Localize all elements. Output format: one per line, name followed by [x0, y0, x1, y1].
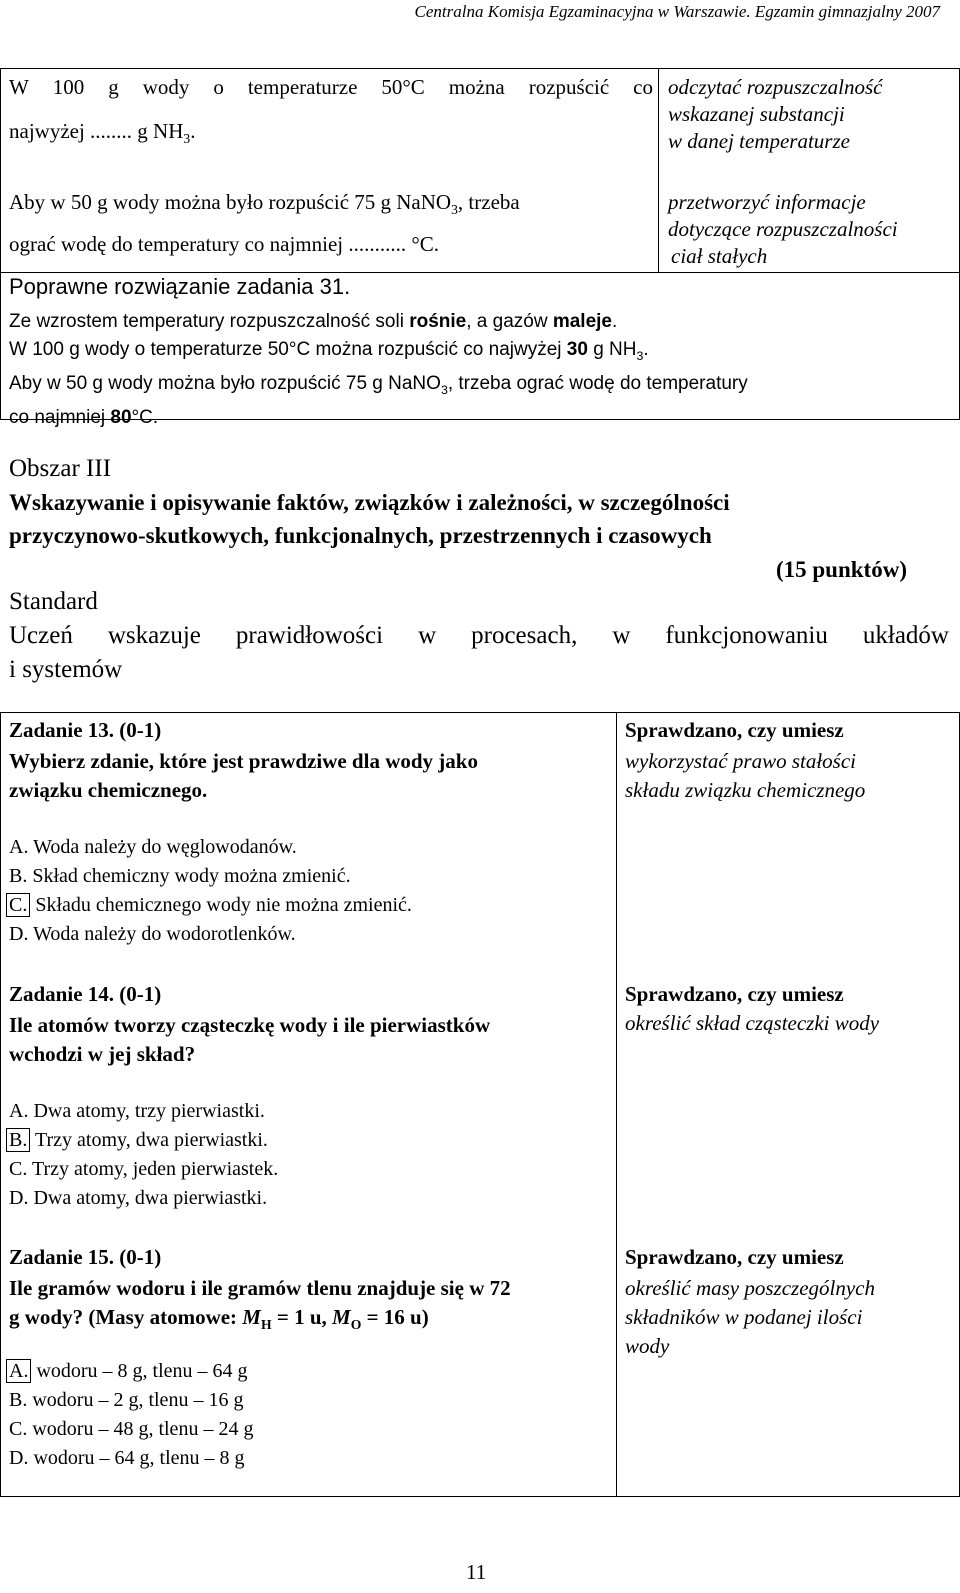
section-title: Obszar III [9, 455, 112, 482]
task-check-label: Sprawdzano, czy umiesz [625, 718, 844, 742]
task-title: Zadanie 13. (0-1) [9, 718, 162, 742]
option-d: D. Dwa atomy, dwa pierwiastki. [9, 1187, 268, 1209]
section-heading-2: przyczynowo-skutkowych, funkcjonalnych, przestrzennych i czasowych [9, 523, 712, 548]
section-points: (15 punktów) [775, 557, 907, 582]
task-skill: wykorzystać prawo stałości składu związku chemicznego [625, 749, 866, 802]
option-b: B. wodoru – 2 g, tlenu – 16 g [9, 1389, 244, 1411]
row1-line2: najwyżej ........ g $NH_3$. [9, 119, 196, 147]
row1-skill: odczytać rozpuszczalność wskazanej substancji w danej temperaturze [668, 75, 883, 153]
task-options [9, 1097, 278, 1213]
standard-label: Standard [9, 588, 98, 615]
row1-line1: W 100 g wody o temperaturze 50°C można rozpuścić co [9, 75, 653, 99]
standard-line-1: Uczeń wskazuje prawidłowości w procesach, w funkcjonowaniu układów [9, 622, 949, 649]
solution-text: Ze wzrostem temperatury rozpuszczalność soli rośnie, a gazów maleje. W 100 g wody o temperaturze 50°C można rozpuścić co najwyżej 30 g $NH_3$. Aby w 50 g wody można było rozpuścić 75 g NaNO$_3$, trzeba ograć wodę do temperatury co najmniej 80°C. [9, 311, 748, 428]
page-number: 11 [466, 1560, 487, 1584]
section-heading-1: Wskazywanie i opisywanie faktów, związków i zależności, w szczególności [9, 490, 730, 515]
option-c: C. Trzy atomy, jeden pierwiastek. [9, 1158, 279, 1180]
row2-skill: przetworzyć informacje dotyczące rozpuszczalności ciał stałych [668, 190, 898, 268]
task-skill: określić skład cząsteczki wody [625, 1011, 880, 1035]
row2-line2: ograć wodę do temperatury co najmniej ........... °C. [9, 232, 440, 256]
standard-line-2: i systemów [9, 656, 123, 683]
option-b: B. Skład chemiczny wody można zmienić. [9, 865, 351, 887]
option-d: D. Woda należy do wodorotlenków. [9, 923, 296, 945]
option-c-correct: C. Składu chemicznego wody nie można zmienić. [9, 891, 412, 920]
task-check-label: Sprawdzano, czy umiesz [625, 982, 844, 1006]
task-check-label: Sprawdzano, czy umiesz [625, 1245, 844, 1269]
tasks-table-divider [616, 712, 617, 1497]
task-question: Ile atomów tworzy cząsteczkę wody i ile pierwiastków wchodzi w jej skład? [9, 1013, 491, 1066]
task-title: Zadanie 14. (0-1) [9, 982, 162, 1006]
page-header: Centralna Komisja Egzaminacyjna w Warszawie. Egzamin gimnazjalny 2007 [414, 2, 940, 21]
task-question: Ile gramów wodoru i ile gramów tlenu znajduje się w 72 g wody? (Masy atomowe: $M_H = 1$ u, $M_O = 16$ u) [9, 1276, 511, 1333]
solution-title: Poprawne rozwiązanie zadania 31. [9, 274, 351, 299]
option-c: C. wodoru – 48 g, tlenu – 24 g [9, 1418, 254, 1440]
row2-line1: Aby w 50 g wody można było rozpuścić 75 g NaNO$_3$, trzeba [9, 190, 520, 218]
task-options [9, 1357, 253, 1473]
task-title: Zadanie 15. (0-1) [9, 1245, 162, 1269]
top-table-divider [658, 68, 659, 272]
option-b-correct: B. Trzy atomy, dwa pierwiastki. [9, 1126, 278, 1155]
task-skill: określić masy poszczególnych składników w podanej ilości wody [625, 1276, 875, 1358]
option-a-correct: A. wodoru – 8 g, tlenu – 64 g [9, 1357, 253, 1386]
task-question: Wybierz zdanie, które jest prawdziwe dla wody jako związku chemicznego. [9, 749, 478, 802]
top-table-row-line [0, 272, 960, 273]
option-a: A. Dwa atomy, trzy pierwiastki. [9, 1100, 265, 1122]
task-options [9, 833, 412, 949]
option-d: D. wodoru – 64 g, tlenu – 8 g [9, 1447, 245, 1469]
option-a: A. Woda należy do węglowodanów. [9, 836, 297, 858]
